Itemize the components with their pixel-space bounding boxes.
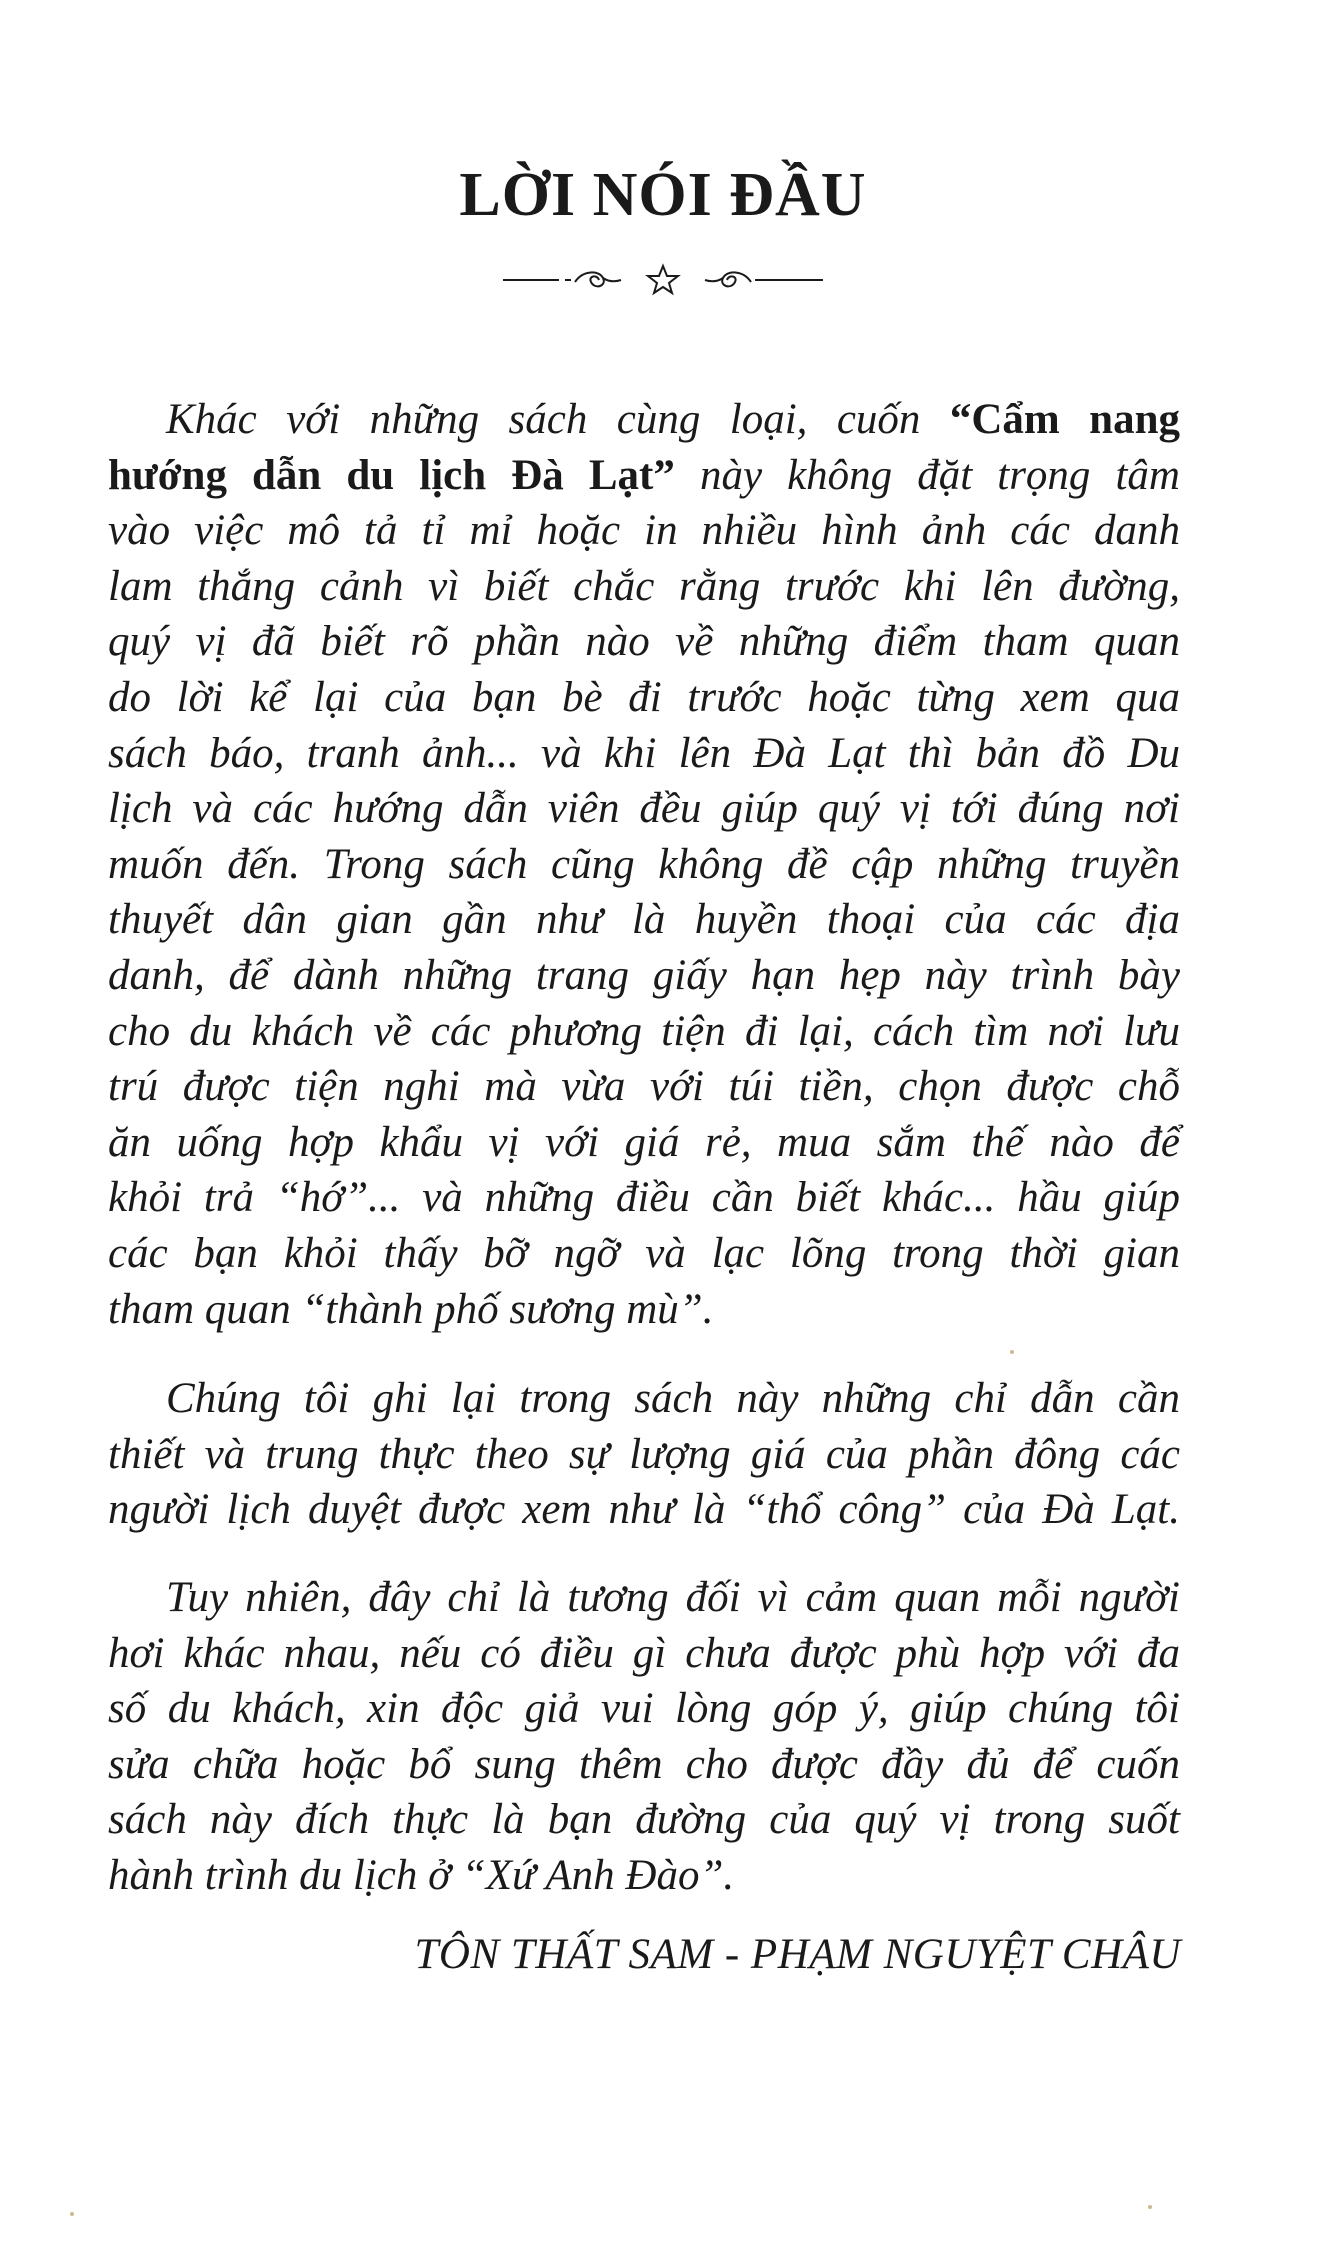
text-line: danh, để dành những trang giấy hạn hẹp này trình bày	[108, 951, 1180, 999]
text-line: sách này đích thực là bạn đường của quý vị trong suốt	[108, 1796, 1180, 1844]
text-line: muốn đến. Trong sách cũng không đề cập những truyền	[108, 840, 1180, 888]
text-line: các bạn khỏi thấy bỡ ngỡ và lạc lõng trong thời gian	[108, 1229, 1180, 1277]
text-line: thiết và trung thực theo sự lượng giá của phần đông các	[108, 1430, 1180, 1478]
text-line: hơi khác nhau, nếu có điều gì chưa được phù hợp với đa	[108, 1629, 1180, 1677]
text-line: thuyết dân gian gần như là huyền thoại của các địa	[108, 896, 1180, 944]
text-line: vào việc mô tả tỉ mỉ hoặc in nhiều hình ảnh các danh	[108, 507, 1180, 555]
text-run: này không đặt trọng tâm	[674, 451, 1180, 499]
text-line	[108, 392, 1180, 448]
text-line: quý vị đã biết rõ phần nào về những điểm tham quan	[108, 618, 1180, 666]
paper-speck	[1148, 2205, 1152, 2209]
text-line: sửa chữa hoặc bổ sung thêm cho được đầy đủ để cuốn	[108, 1740, 1180, 1788]
text-line: trú được tiện nghi mà vừa với túi tiền, chọn được chỗ	[108, 1063, 1180, 1111]
text-line: Chúng tôi ghi lại trong sách này những chỉ dẫn cần	[166, 1375, 1180, 1422]
paper-speck	[70, 2212, 74, 2216]
text-line: khỏi trả “hớ”... và những điều cần biết khác... hầu giúp	[108, 1174, 1180, 1222]
page-title: LỜI NÓI ĐẦU	[459, 161, 867, 229]
text-line: người lịch duyệt được xem như là “thổ công” của Đà Lạt.	[108, 1486, 1180, 1534]
author-signature: TÔN THẤT SAM - PHẠM NGUYỆT CHÂU	[414, 1931, 1181, 1978]
text-line: hành trình du lịch ở “Xứ Anh Đào”.	[108, 1851, 735, 1899]
text-line: cho du khách về các phương tiện đi lại, cách tìm nơi lưu	[108, 1007, 1180, 1055]
paragraph-guidance	[108, 1371, 1180, 1538]
star-scroll-ornament-icon	[0, 255, 1326, 305]
paragraph-intro	[108, 392, 1180, 1337]
book-title-bold: hướng dẫn du lịch Đà Lạt”	[108, 451, 675, 499]
ornament-svg	[503, 260, 823, 300]
book-title-bold: “Cẩm nang	[949, 396, 1180, 443]
text-line: ăn uống hợp khẩu vị với giá rẻ, mua sắm thế nào để	[108, 1118, 1180, 1166]
text-line: do lời kể lại của bạn bè đi trước hoặc từng xem qua	[108, 673, 1180, 721]
text-line: Tuy nhiên, đây chỉ là tương đối vì cảm quan mỗi người	[166, 1574, 1180, 1621]
paragraph-feedback	[108, 1570, 1180, 1904]
text-line: tham quan “thành phố sương mù”.	[108, 1285, 714, 1333]
text-run: Khác với những sách cùng loại, cuốn	[166, 396, 950, 443]
text-line	[108, 448, 1180, 504]
paper-speck	[1010, 1350, 1014, 1354]
text-line: số du khách, xin độc giả vui lòng góp ý, giúp chúng tôi	[108, 1685, 1180, 1733]
text-line: lịch và các hướng dẫn viên đều giúp quý vị tới đúng nơi	[108, 785, 1180, 833]
text-line: lam thắng cảnh vì biết chắc rằng trước khi lên đường,	[108, 562, 1180, 610]
text-line: sách báo, tranh ảnh... và khi lên Đà Lạt thì bản đồ Du	[108, 729, 1180, 777]
